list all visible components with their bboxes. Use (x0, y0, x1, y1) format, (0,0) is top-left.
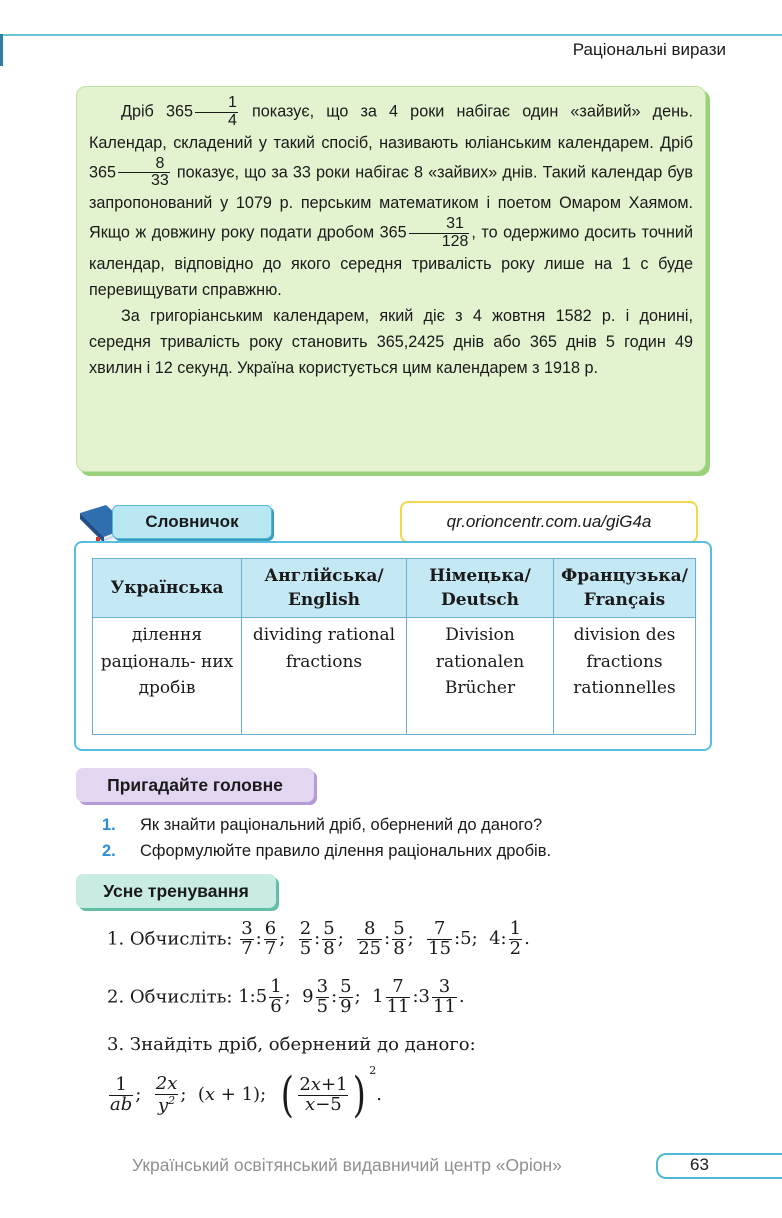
cell-german: Division rationalen Brücher (407, 618, 554, 735)
header-marker (0, 34, 3, 66)
list-item (102, 838, 742, 864)
fraction-8-33: $\frac{8}{33}$ (118, 156, 170, 191)
header-german: Німецька/ Deutsch (407, 559, 554, 618)
calendar-paragraph-1 (89, 95, 693, 303)
exercise-2-expression: 1:5 $\frac{1}{6}$ ; 9 $\frac{3}{5}$ : $\frac{5}{9}$ ; 1 $\frac{7}{11}$ :3 $\frac{3}{11}$ . (238, 976, 465, 1017)
exercise-2 (107, 978, 465, 1017)
list-item (102, 812, 742, 838)
header-english: Англійська/ English (242, 559, 407, 618)
exercise-3: 3. Знайдіть дріб, обернений до даного: (107, 1034, 476, 1055)
header-french: Французька/ Français (554, 559, 696, 618)
publisher-footer: Український освітянський видавничий центр «Оріон» (132, 1155, 562, 1175)
question-list (102, 812, 742, 864)
oral-training-label: Усне тренування (76, 874, 276, 908)
exercise-1-expression: $\frac{3}{7}$ : $\frac{6}{7}$ ; $\frac{2}{5}$ : $\frac{5}{8}$ ; $\frac{8}{25}$ : $\frac{5}{8}$ ; $\frac{7}{15}$ :5; 4: $\frac{1}{2}$ . (241, 918, 530, 959)
calendar-info-box (76, 86, 706, 472)
question-text: Як знайти раціональний дріб, обернений до даного? (140, 816, 543, 834)
p1-text-d: , то одержимо досить точний календар, відповідно до якого середня тривалість року лише на 1 с буде перевищувати справжню. (89, 223, 694, 299)
exercise-3-expression: $\frac{1}{ab}$ ; $\frac{2x}{y^2}$ ; (x + 1); ( $\frac{2x+1}{x-5}$ ) $^2$. (110, 1064, 382, 1123)
cell-english: dividing rational fractions (242, 618, 407, 735)
header-rule (0, 34, 782, 36)
p1-text-a: Дріб 365 (121, 102, 193, 121)
exercise-1 (107, 920, 530, 959)
cell-french: division des fractions rationnelles (554, 618, 696, 735)
table-row (93, 618, 696, 735)
running-title: Раціональні вирази (572, 40, 726, 59)
dictionary-table (92, 558, 696, 735)
exercise-2-prefix: 2. Обчисліть: (107, 986, 233, 1008)
calendar-paragraph-2: За григоріанським календарем, який діє з 4 жовтня 1582 р. і донині, середня тривалість року становить 365,2425 днів або 365 днів 5 годин 49 хвилин і 12 секунд. Україна користується цим календарем з 1918 р. (89, 306, 693, 377)
fraction-31-128: $\frac{31}{128}$ (409, 216, 470, 251)
exercise-1-prefix: 1. Обчисліть: (107, 928, 233, 950)
p1-text-c: показує, що за 33 роки набігає 8 «зайвих» днів. Такий календар був запропонований у 1079 р. перським математиком і поетом Омаром Хаямом. Якщо ж довжину року подати дробом 365 (89, 163, 693, 242)
table-header-row (93, 559, 696, 618)
cell-ukrainian: ділення раціональ- них дробів (93, 618, 242, 735)
question-number: 1. (102, 816, 116, 834)
remember-label: Пригадайте головне (76, 768, 314, 802)
page-header (0, 34, 782, 66)
p1-text-b: показує, що за 4 роки набігає один «зайвий» день. Календар, складений у такий спосіб, називають юліанським календарем. Дріб 365 (89, 102, 693, 182)
qr-link[interactable]: qr.orioncentr.com.ua/giG4a (400, 501, 698, 543)
page-number-tab (656, 1153, 782, 1179)
dictionary-label: Словничок (112, 505, 272, 539)
page-number: 63 (690, 1155, 709, 1174)
question-number: 2. (102, 842, 116, 860)
header-ukrainian: Українська (93, 559, 242, 618)
fraction-1-4: $\frac{1}{4}$ (195, 95, 238, 130)
question-text: Сформулюйте правило ділення раціональних дробів. (140, 842, 552, 860)
